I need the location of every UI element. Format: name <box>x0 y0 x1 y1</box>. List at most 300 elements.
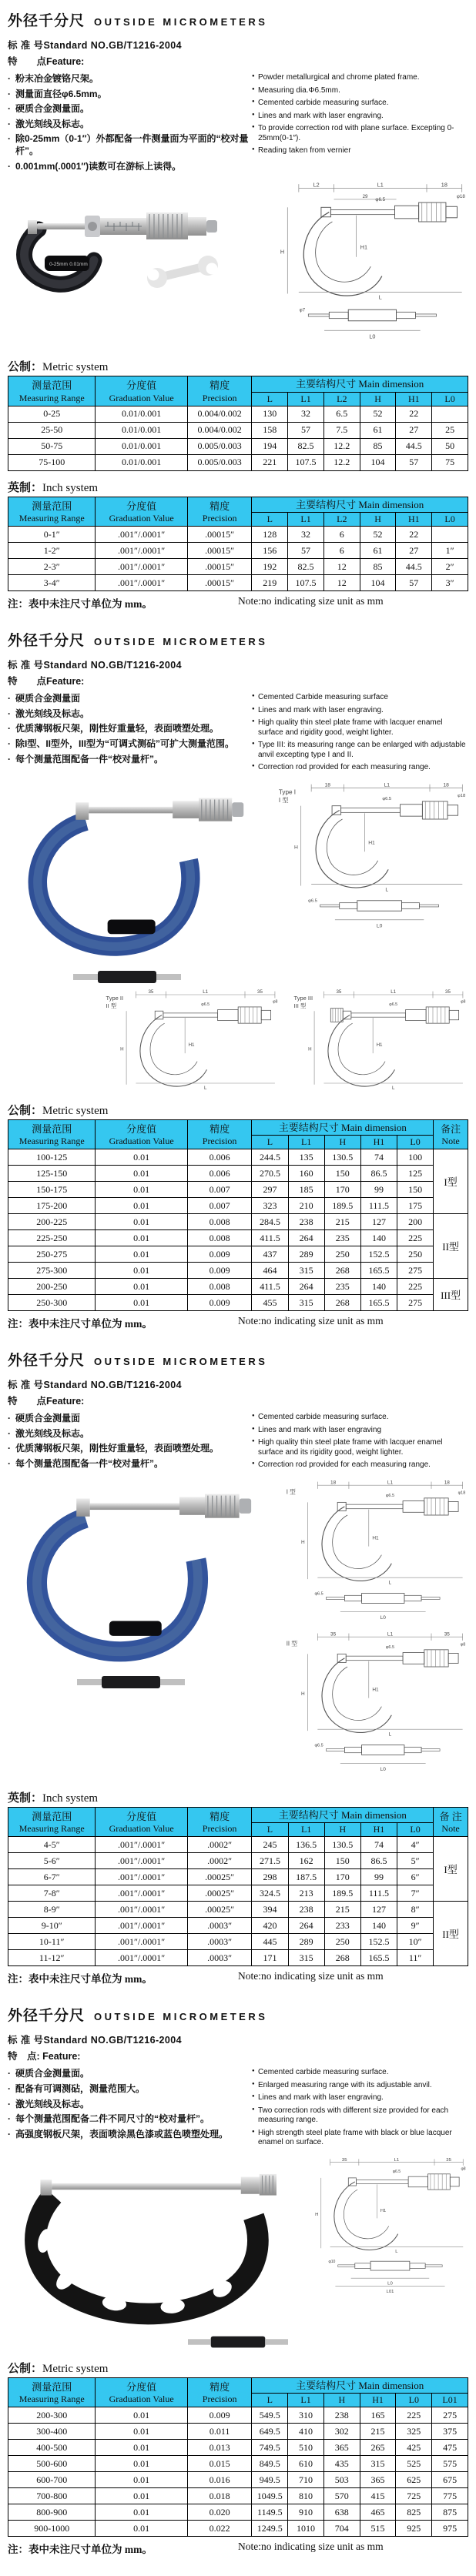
feature-item-en: ● Lines and mark with laser engraving <box>252 1426 468 1436</box>
data-cell: 0.009 <box>187 1263 252 1279</box>
header-cell: 测量范围 Measuring Range <box>8 2377 96 2407</box>
data-cell: 32 <box>288 527 324 543</box>
header-cell: 精度 Precision <box>187 376 252 406</box>
data-cell: 219 <box>252 575 288 591</box>
data-cell: 215 <box>324 1214 360 1230</box>
anvil <box>28 220 37 234</box>
data-cell <box>432 406 468 422</box>
section-title-en: OUTSIDE MICROMETERS <box>94 16 268 28</box>
data-cell: 11″ <box>397 1950 434 1966</box>
data-cell: 0.01/0.001 <box>96 422 187 438</box>
svg-text:H: H <box>301 1539 305 1545</box>
table-row <box>8 438 468 454</box>
data-cell: 465 <box>360 2504 396 2521</box>
data-cell: 140 <box>360 1279 397 1295</box>
table-row <box>8 1263 468 1279</box>
data-cell: 5-6″ <box>8 1853 96 1869</box>
data-cell: 140 <box>360 1918 397 1934</box>
data-cell: 74 <box>360 1837 397 1853</box>
svg-text:Type III: Type III <box>293 994 313 1002</box>
table-row <box>8 527 468 543</box>
header-cell: 备 注 Note <box>434 1807 468 1837</box>
data-cell: 52 <box>360 406 396 422</box>
table-row <box>8 575 468 591</box>
thimble <box>205 1494 240 1517</box>
product-section-4 <box>0 1998 476 2568</box>
svg-text:H: H <box>120 1046 124 1052</box>
data-cell: 0.01 <box>96 1149 187 1166</box>
data-cell: 375 <box>432 2424 468 2440</box>
data-cell <box>432 527 468 543</box>
ratchet <box>240 1498 252 1513</box>
data-cell: 194 <box>252 438 288 454</box>
svg-text:φ8: φ8 <box>273 999 278 1005</box>
svg-text:Type II: Type II <box>106 994 124 1002</box>
svg-text:H: H <box>293 845 298 851</box>
tables-area <box>8 1789 468 1967</box>
feature-item-en: ● Enlarged measuring range with its adjustable anvil. <box>252 2081 468 2091</box>
data-cell: 0.007 <box>187 1182 252 1198</box>
feature-list <box>8 690 468 776</box>
data-cell: 9-10″ <box>8 1918 96 1934</box>
svg-text:L0: L0 <box>387 2281 393 2287</box>
technical-drawing <box>276 781 468 935</box>
data-cell: 437 <box>252 1246 288 1263</box>
table-row <box>8 454 468 470</box>
header-cell: L01 <box>432 2394 468 2407</box>
feature-list <box>8 70 468 176</box>
data-cell: 210 <box>288 1198 324 1214</box>
table-row <box>8 1166 468 1182</box>
data-cell: 0.01 <box>96 2424 187 2440</box>
data-cell: 57 <box>288 543 324 559</box>
data-cell: 187.5 <box>288 1869 324 1885</box>
feature-item-zh: · 每个测量范围配备一件“校对量杆”。 <box>8 1458 252 1470</box>
data-cell: 411.5 <box>252 1230 288 1246</box>
micrometer-photo <box>8 180 239 299</box>
svg-text:18: 18 <box>441 181 448 189</box>
data-cell: 57 <box>288 422 324 438</box>
table-row <box>8 2472 468 2488</box>
data-cell: 0.008 <box>187 1230 252 1246</box>
svg-text:L1: L1 <box>394 2157 400 2163</box>
data-cell: 275 <box>397 1295 434 1311</box>
header-cell: 测量范围 Measuring Range <box>8 1119 96 1149</box>
svg-text:L0: L0 <box>380 1766 386 1772</box>
header-cell: L0 <box>397 1136 434 1149</box>
unit-note-en: Note:no indicating size unit as mm <box>238 595 384 607</box>
feature-item-en: ● Lines and mark with laser engraving. <box>252 2093 468 2103</box>
data-cell: 323 <box>252 1198 288 1214</box>
data-cell: 130.5 <box>324 1837 360 1853</box>
data-cell: 107.5 <box>288 454 324 470</box>
feature-item-en: ● Reading taken from vernier <box>252 146 468 156</box>
data-cell: 0.01 <box>96 2440 187 2456</box>
data-cell: 233 <box>324 1918 360 1934</box>
data-cell: 949.5 <box>252 2472 288 2488</box>
features-en <box>252 1410 468 1474</box>
data-cell: 0.01 <box>96 1295 187 1311</box>
svg-text:L: L <box>395 2250 398 2255</box>
table-row <box>8 1230 468 1246</box>
feature-item-zh: · 测量面直径φ6.5mm。 <box>8 89 252 101</box>
data-cell: 0.01 <box>96 2488 187 2504</box>
data-cell: .001″/.0001″ <box>96 1934 187 1950</box>
svg-text:φ8: φ8 <box>460 1642 466 1648</box>
feature-item-zh: · 优质薄钢板尺架，刚性好重量轻，表面喷塑处理。 <box>8 1443 252 1455</box>
data-cell: .001″/.0001″ <box>96 543 187 559</box>
header-cell: H <box>324 1823 360 1837</box>
data-cell: 200-300 <box>8 2407 96 2424</box>
data-cell: 7-8″ <box>8 1885 96 1902</box>
thimble <box>199 798 232 821</box>
unit-note-zh: 注：表中未注尺寸单位为 mm。 <box>8 598 153 611</box>
data-cell: 22 <box>396 527 432 543</box>
data-cell: 50-75 <box>8 438 96 454</box>
data-cell: 150 <box>397 1182 434 1198</box>
feature-list <box>8 2065 468 2151</box>
data-cell: 325 <box>396 2424 432 2440</box>
svg-text:H1: H1 <box>372 1535 379 1541</box>
data-cell: 82.5 <box>288 559 324 575</box>
tables-area <box>8 358 468 591</box>
svg-text:H: H <box>280 248 285 256</box>
header-cell: 主要结构尺寸 Main dimension <box>252 1119 434 1136</box>
table-row <box>8 1837 468 1853</box>
data-cell: 130 <box>252 406 288 422</box>
data-cell: 315 <box>288 1295 324 1311</box>
data-cell: 425 <box>396 2440 432 2456</box>
svg-text:L: L <box>203 1085 207 1090</box>
data-cell: 300-400 <box>8 2424 96 2440</box>
data-cell: 11-12″ <box>8 1950 96 1966</box>
data-cell: 270.5 <box>252 1166 288 1182</box>
feature-list <box>8 1410 468 1474</box>
unit-note-en: Note:no indicating size unit as mm <box>238 1315 384 1327</box>
data-cell: 0.022 <box>187 2521 252 2537</box>
feature-item-en: ● Type III: its measuring range can be enlarged with adjustable anvil excepting type I and II. <box>252 741 468 760</box>
data-cell: 0.016 <box>187 2472 252 2488</box>
data-cell: 275-300 <box>8 1263 96 1279</box>
header-cell: L0 <box>432 392 468 406</box>
feature-item-zh: · 优质薄钢板尺架，刚性好重量轻，表面喷塑处理。 <box>8 723 252 735</box>
table-row <box>8 1934 468 1950</box>
table-row <box>8 2521 468 2537</box>
header-cell: H1 <box>396 513 432 527</box>
svg-text:L1: L1 <box>391 989 397 995</box>
data-cell: 0.005/0.003 <box>187 438 252 454</box>
data-cell: 12 <box>323 575 360 591</box>
feature-item-zh: · 每个测量范围配备一件“校对量杆”。 <box>8 754 252 766</box>
data-cell: 500-600 <box>8 2456 96 2472</box>
data-cell: .00025″ <box>187 1869 252 1885</box>
data-cell: 170 <box>324 1869 360 1885</box>
data-cell: 221 <box>252 454 288 470</box>
data-cell: 0.008 <box>187 1214 252 1230</box>
data-cell: 85 <box>360 559 396 575</box>
svg-text:35: 35 <box>444 1631 450 1638</box>
data-cell: 315 <box>288 1263 324 1279</box>
technical-drawing <box>260 180 468 346</box>
data-cell: 8-9″ <box>8 1902 96 1918</box>
svg-text:H: H <box>315 2212 319 2217</box>
svg-text:φ6.5: φ6.5 <box>385 1644 395 1650</box>
data-cell: 268 <box>324 1950 360 1966</box>
features-zh <box>8 1410 252 1473</box>
data-cell: 192 <box>252 559 288 575</box>
data-cell: 171 <box>252 1950 288 1966</box>
svg-text:φ18: φ18 <box>458 793 466 798</box>
data-cell: 158 <box>252 422 288 438</box>
data-cell: 152.5 <box>360 1246 397 1263</box>
type-note-cell: III型 <box>434 1279 468 1311</box>
data-cell: 400-500 <box>8 2440 96 2456</box>
svg-text:H: H <box>301 1691 305 1697</box>
table-row <box>8 1279 468 1295</box>
data-cell: 0.01 <box>96 2521 187 2537</box>
data-cell: 445 <box>252 1934 288 1950</box>
data-cell: 12.2 <box>323 438 360 454</box>
data-cell: 238 <box>288 1214 324 1230</box>
table-row <box>8 2440 468 2456</box>
section-title <box>8 2004 468 2025</box>
data-cell: 140 <box>360 1230 397 1246</box>
data-cell: 250 <box>324 1246 360 1263</box>
svg-text:35: 35 <box>148 989 154 995</box>
data-cell: 302 <box>323 2424 360 2440</box>
svg-text:L1: L1 <box>384 782 390 788</box>
data-cell: 61 <box>360 422 396 438</box>
data-cell: 0.01 <box>96 1230 187 1246</box>
data-cell: .001″/.0001″ <box>96 559 187 575</box>
data-cell: 0.005/0.003 <box>187 454 252 470</box>
data-cell: 749.5 <box>252 2440 288 2456</box>
data-cell: 175-200 <box>8 1198 96 1214</box>
technical-drawing-wrap <box>283 1630 468 1781</box>
section-title <box>8 629 468 650</box>
svg-text:H1: H1 <box>360 243 368 251</box>
feature-item-zh: · 激光刻线及标志。 <box>8 2099 252 2111</box>
svg-text:φ10: φ10 <box>328 2259 336 2264</box>
data-cell: 420 <box>252 1918 288 1934</box>
data-cell: .00015″ <box>187 543 252 559</box>
svg-text:18: 18 <box>444 1480 450 1486</box>
data-cell: .001″/.0001″ <box>96 1950 187 1966</box>
data-cell: 268 <box>324 1263 360 1279</box>
svg-text:H1: H1 <box>380 2208 387 2213</box>
svg-text:L: L <box>378 293 382 301</box>
data-cell: 289 <box>288 1246 324 1263</box>
sleeve <box>241 2176 260 2193</box>
data-cell: 503 <box>323 2472 360 2488</box>
data-cell: 365 <box>360 2472 396 2488</box>
type-note-cell: II型 <box>434 1214 468 1279</box>
header-cell: L <box>252 1136 288 1149</box>
data-cell: 725 <box>396 2488 432 2504</box>
table-row <box>8 1182 468 1198</box>
header-cell: H <box>360 392 396 406</box>
header-cell: 精度 Precision <box>187 1119 252 1149</box>
data-cell: 2″ <box>432 559 468 575</box>
data-cell: 244.5 <box>252 1149 288 1166</box>
data-cell: 100-125 <box>8 1149 96 1166</box>
feature-item-zh: · 0.001mm(.0001″)读数可在游标上读得。 <box>8 161 252 173</box>
data-cell: .0002″ <box>187 1837 252 1853</box>
data-cell: 57 <box>396 454 432 470</box>
data-cell: 0.006 <box>187 1149 252 1166</box>
unit-note <box>8 595 468 611</box>
data-cell: 1-2″ <box>8 543 96 559</box>
data-cell: 235 <box>324 1279 360 1295</box>
sleeve <box>173 801 199 818</box>
data-cell: 86.5 <box>360 1166 397 1182</box>
correction-rod-photo <box>173 2332 303 2352</box>
data-cell: 265 <box>360 2440 396 2456</box>
header-cell: 分度值 Graduation Value <box>96 1807 187 1837</box>
data-cell: 475 <box>432 2440 468 2456</box>
data-cell: 175 <box>397 1198 434 1214</box>
data-cell: 0.01/0.001 <box>96 406 187 422</box>
data-cell: 0.006 <box>187 1166 252 1182</box>
section-title <box>8 9 468 30</box>
data-cell: 638 <box>323 2504 360 2521</box>
data-cell: 128 <box>252 527 288 543</box>
plate-text-range: 0-25mm <box>49 262 68 268</box>
section-title-en: OUTSIDE MICROMETERS <box>94 2011 268 2023</box>
svg-text:φ6.5: φ6.5 <box>392 2169 401 2174</box>
data-cell: 100 <box>397 1149 434 1166</box>
data-cell: 125 <box>397 1166 434 1182</box>
data-cell: 0.009 <box>187 1246 252 1263</box>
data-cell: .001″/.0001″ <box>96 1885 187 1902</box>
data-cell: 0.01/0.001 <box>96 454 187 470</box>
data-cell: 200 <box>397 1214 434 1230</box>
standard-number: 标 准 号Standard NO.GB/T1216-2004 <box>8 660 182 671</box>
data-cell: 82.5 <box>288 438 324 454</box>
header-cell: L <box>252 513 288 527</box>
svg-text:H1: H1 <box>188 1042 195 1048</box>
data-cell: 455 <box>252 1295 288 1311</box>
header-cell: L1 <box>288 513 324 527</box>
data-cell: 298 <box>252 1869 288 1885</box>
section-title-en: OUTSIDE MICROMETERS <box>94 1356 268 1368</box>
technical-drawing <box>283 1478 468 1626</box>
svg-text:φ6.5: φ6.5 <box>375 197 386 203</box>
table-row <box>8 559 468 575</box>
data-cell: 0.01 <box>96 1198 187 1214</box>
feature-item-zh: · 硬质合金测量面 <box>8 693 252 705</box>
svg-text:L2: L2 <box>313 181 320 189</box>
data-cell: 6-7″ <box>8 1869 96 1885</box>
data-cell: 57 <box>396 575 432 591</box>
data-cell: 0.009 <box>187 2407 252 2424</box>
header-cell: L1 <box>288 2394 324 2407</box>
system-label: 英制：Inch system <box>8 481 99 494</box>
svg-text:I 型: I 型 <box>286 1488 296 1496</box>
micrometer-photo <box>8 781 246 962</box>
product-section-1 <box>0 3 476 623</box>
standard-number: 标 准 号Standard NO.GB/T1216-2004 <box>8 1380 182 1391</box>
product-section-3 <box>0 1343 476 1998</box>
technical-drawing <box>103 988 280 1090</box>
svg-text:H: H <box>308 1046 312 1052</box>
header-cell: H1 <box>360 1823 397 1837</box>
data-cell: 99 <box>360 1869 397 1885</box>
data-cell: 0.01/0.001 <box>96 438 187 454</box>
data-cell: 162 <box>288 1853 324 1869</box>
data-cell: .00015″ <box>187 559 252 575</box>
data-cell: 410 <box>288 2424 324 2440</box>
data-cell: 275 <box>397 1263 434 1279</box>
data-cell: 0.004/0.002 <box>187 422 252 438</box>
feature-item-zh: · 激光刻线及标志。 <box>8 1428 252 1440</box>
wrench-photo <box>147 256 218 288</box>
svg-text:L: L <box>388 1580 392 1586</box>
svg-text:18: 18 <box>443 782 449 788</box>
data-cell: .001″/.0001″ <box>96 1853 187 1869</box>
svg-text:φ6.5: φ6.5 <box>314 1591 323 1597</box>
data-cell: 264 <box>288 1918 324 1934</box>
table-row <box>8 1902 468 1918</box>
feature-item-en: ● High strength steel plate frame with black or blue lacquer enamel on surface. <box>252 2129 468 2148</box>
data-cell: 0.01 <box>96 2504 187 2521</box>
data-cell: 225-250 <box>8 1230 96 1246</box>
technical-drawing <box>291 988 468 1090</box>
data-cell: 25-50 <box>8 422 96 438</box>
header-cell: L0 <box>397 1823 434 1837</box>
micrometer-photo <box>8 2156 285 2329</box>
data-cell: 86.5 <box>360 1853 397 1869</box>
section-title-zh: 外径千分尺 <box>8 633 85 650</box>
svg-text:I 型: I 型 <box>278 796 289 804</box>
data-cell: 849.5 <box>252 2456 288 2472</box>
data-cell: 215 <box>360 2424 396 2440</box>
data-cell: 6″ <box>397 1869 434 1885</box>
feature-label: 特 点Feature: <box>8 56 85 67</box>
data-cell: 27 <box>396 543 432 559</box>
data-cell: 152.5 <box>360 1934 397 1950</box>
feature-item-zh: · 硬质合金测量面 <box>8 1413 252 1425</box>
section-title-zh: 外径千分尺 <box>8 13 85 29</box>
header-cell: L <box>252 392 288 406</box>
svg-text:L0: L0 <box>369 333 376 340</box>
data-cell: 9″ <box>397 1918 434 1934</box>
svg-text:L: L <box>391 1085 395 1090</box>
tables-area <box>8 2360 468 2538</box>
data-cell: 189.5 <box>324 1885 360 1902</box>
data-cell: 625 <box>396 2472 432 2488</box>
unit-note-zh: 注：表中未注尺寸单位为 mm。 <box>8 1973 153 1986</box>
data-cell: 268 <box>324 1295 360 1311</box>
data-cell: .00015″ <box>187 575 252 591</box>
svg-text:L: L <box>388 1731 392 1738</box>
data-cell: .001″/.0001″ <box>96 575 187 591</box>
data-cell: 0.01 <box>96 1166 187 1182</box>
feature-item-zh: · 除I型、II型外，III型为“可调式测砧”可扩大测量范围。 <box>8 738 252 751</box>
header-cell: 主要结构尺寸 Main dimension <box>252 2377 468 2394</box>
header-cell: 备注 Note <box>434 1119 468 1149</box>
data-cell: 165 <box>360 2407 396 2424</box>
header-cell: L <box>252 2394 288 2407</box>
features-en <box>252 690 468 776</box>
data-cell: 810 <box>288 2488 324 2504</box>
system-label: 公制：Metric system <box>8 361 109 374</box>
data-cell: 160 <box>288 1166 324 1182</box>
data-cell: 250-300 <box>8 1295 96 1311</box>
svg-text:29: 29 <box>362 194 368 200</box>
data-cell: 213 <box>288 1885 324 1902</box>
svg-text:35: 35 <box>336 989 342 995</box>
